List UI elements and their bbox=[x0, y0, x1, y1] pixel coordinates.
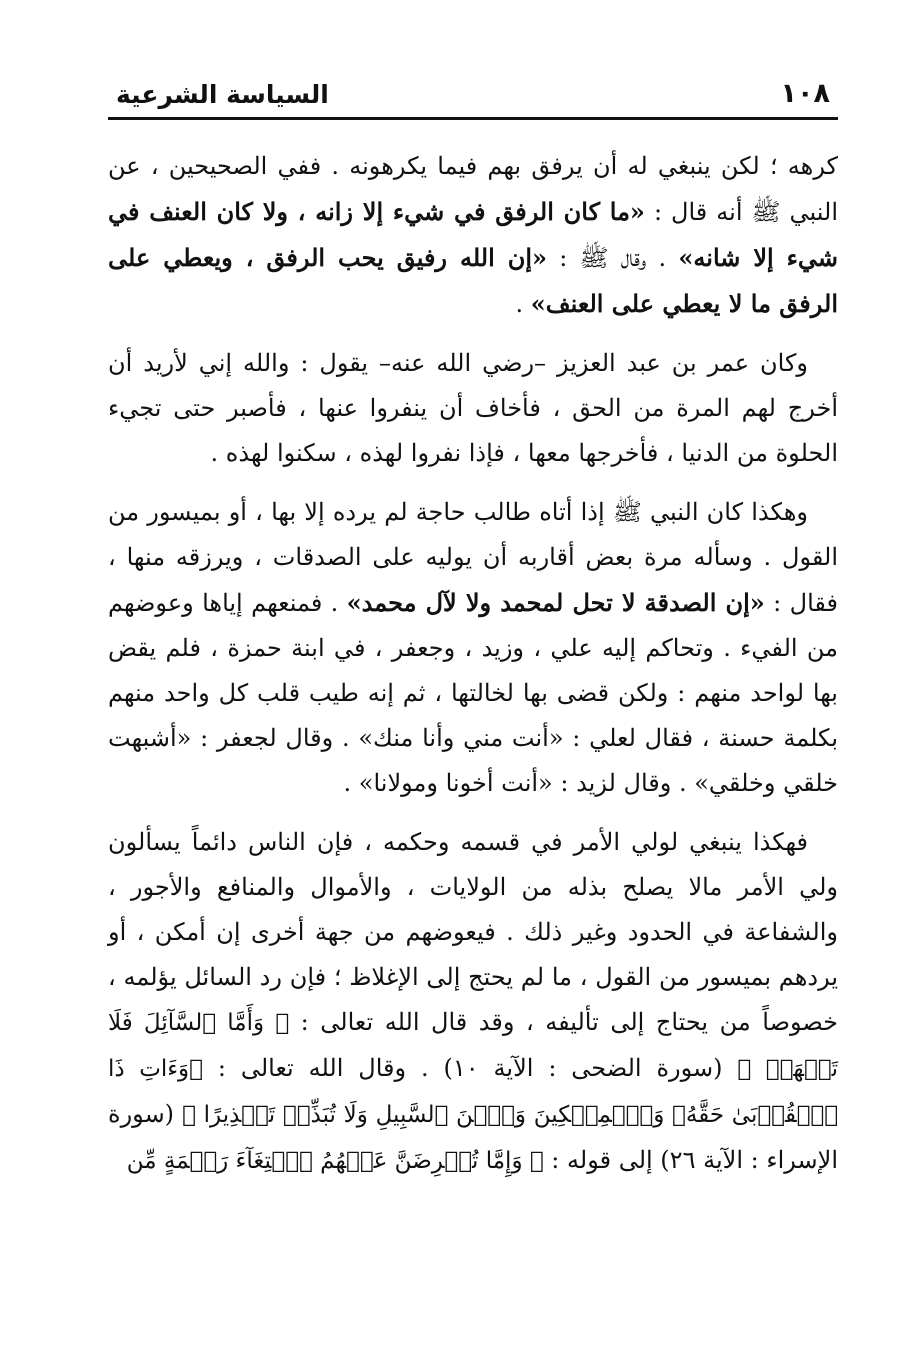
text-span: فهكذا ينبغي لولي الأمر في قسمه وحكمه ، فإن الناس دائماً يسألون ولي الأمر مالا يصلح بذله من الولايات ، والأموال والمنافع والأجور ، والشفاعة في الحدود وغير ذلك . فيعوضهم من جهة أخرى إن أمكن ، أو يردهم بميسور من القول ، ما لم يحتج إلى الإغلاظ ؛ فإن رد السائل يؤلمه ، خصوصاً من يحتاج إلى تأليفه ، وقد قال الله تعالى : bbox=[108, 828, 839, 1036]
text-span: . فمنعهم إياها وعوضهم من الفيء . وتحاكم إليه علي ، وزيد ، وجعفر ، في ابنة حمزة ، فلم يقض بها لواحد منهم : ولكن قضى بها لخالتها ، ثم إنه طيب قلب كل واحد منهم بكلمة حسنة ، فقال لعلي : «أنت مني وأنا منك» . وقال لجعفر : «أشبهت خلقي وخلقي» . وقال لزيد : «أنت أخونا ومولانا» . bbox=[108, 589, 838, 797]
quran-verse: ﴿وَءَاتِ ذَا ٱلۡقُرۡبَىٰ حَقَّهُۥ وَٱلۡمِسۡكِينَ وَٱبۡنَ ٱلسَّبِيلِ وَلَا تُبَذِّرۡ تَبۡذِيرًا ﴾ bbox=[108, 1056, 838, 1128]
book-page bbox=[108, 60, 838, 1198]
body-text bbox=[108, 144, 838, 1184]
paragraph-4 bbox=[108, 820, 838, 1184]
quran-verse: ﴿ وَإِمَّا تُعۡرِضَنَّ عَنۡهُمُ ٱبۡتِغَآءَ رَحۡمَةٍ مِّن bbox=[126, 1148, 544, 1174]
hadith-quote: «إن الصدقة لا تحل لمحمد ولا لآل محمد» bbox=[346, 588, 765, 617]
text-span: . وقال ﷺ : bbox=[547, 244, 679, 272]
hadith-quote: «ما كان الرفق في شيء إلا زانه ، ولا كان العنف في شيء إلا شانه» bbox=[108, 197, 839, 272]
paragraph-3 bbox=[108, 490, 838, 806]
text-span: (سورة الإسراء : الآية ٢٦) إلى قوله : bbox=[108, 1100, 838, 1174]
text-span: (سورة الضحى : الآية ١٠) . وقال الله تعالى : bbox=[202, 1054, 738, 1082]
book-title: السياسة الشرعية bbox=[116, 80, 329, 109]
text-span: وهكذا كان النبي ﷺ إذا أتاه طالب حاجة لم يرده إلا بها ، أو بميسور من القول . وسأله مرة بعض أقاربه أن يوليه على الصدقات ، ويرزقه منها ، فقال : bbox=[108, 498, 838, 617]
paragraph-1 bbox=[108, 144, 838, 327]
text-span: . bbox=[515, 290, 531, 318]
quran-verse: ﴿ وَأَمَّا ٱلسَّآئِلَ فَلَا تَنۡهَرۡ ﴾ bbox=[108, 1010, 838, 1082]
running-header bbox=[108, 60, 838, 120]
hadith-quote: «إن الله رفيق يحب الرفق ، ويعطي على الرفق ما لا يعطي على العنف» bbox=[108, 243, 838, 318]
page-number: ١٠٨ bbox=[780, 78, 830, 109]
text-span: كرهه ؛ لكن ينبغي له أن يرفق بهم فيما يكرهونه . ففي الصحيحين ، عن النبي ﷺ أنه قال : bbox=[108, 152, 838, 226]
paragraph-2: وكان عمر بن عبد العزيز –رضي الله عنه– يقول : والله إني لأريد أن أخرج لهم المرة من الحق ، فأخاف أن ينفروا عنها ، فأصبر حتى تجيء الحلوة من الدنيا ، فأخرجها معها ، فإذا نفروا لهذه ، سكنوا لهذه . bbox=[108, 349, 838, 467]
